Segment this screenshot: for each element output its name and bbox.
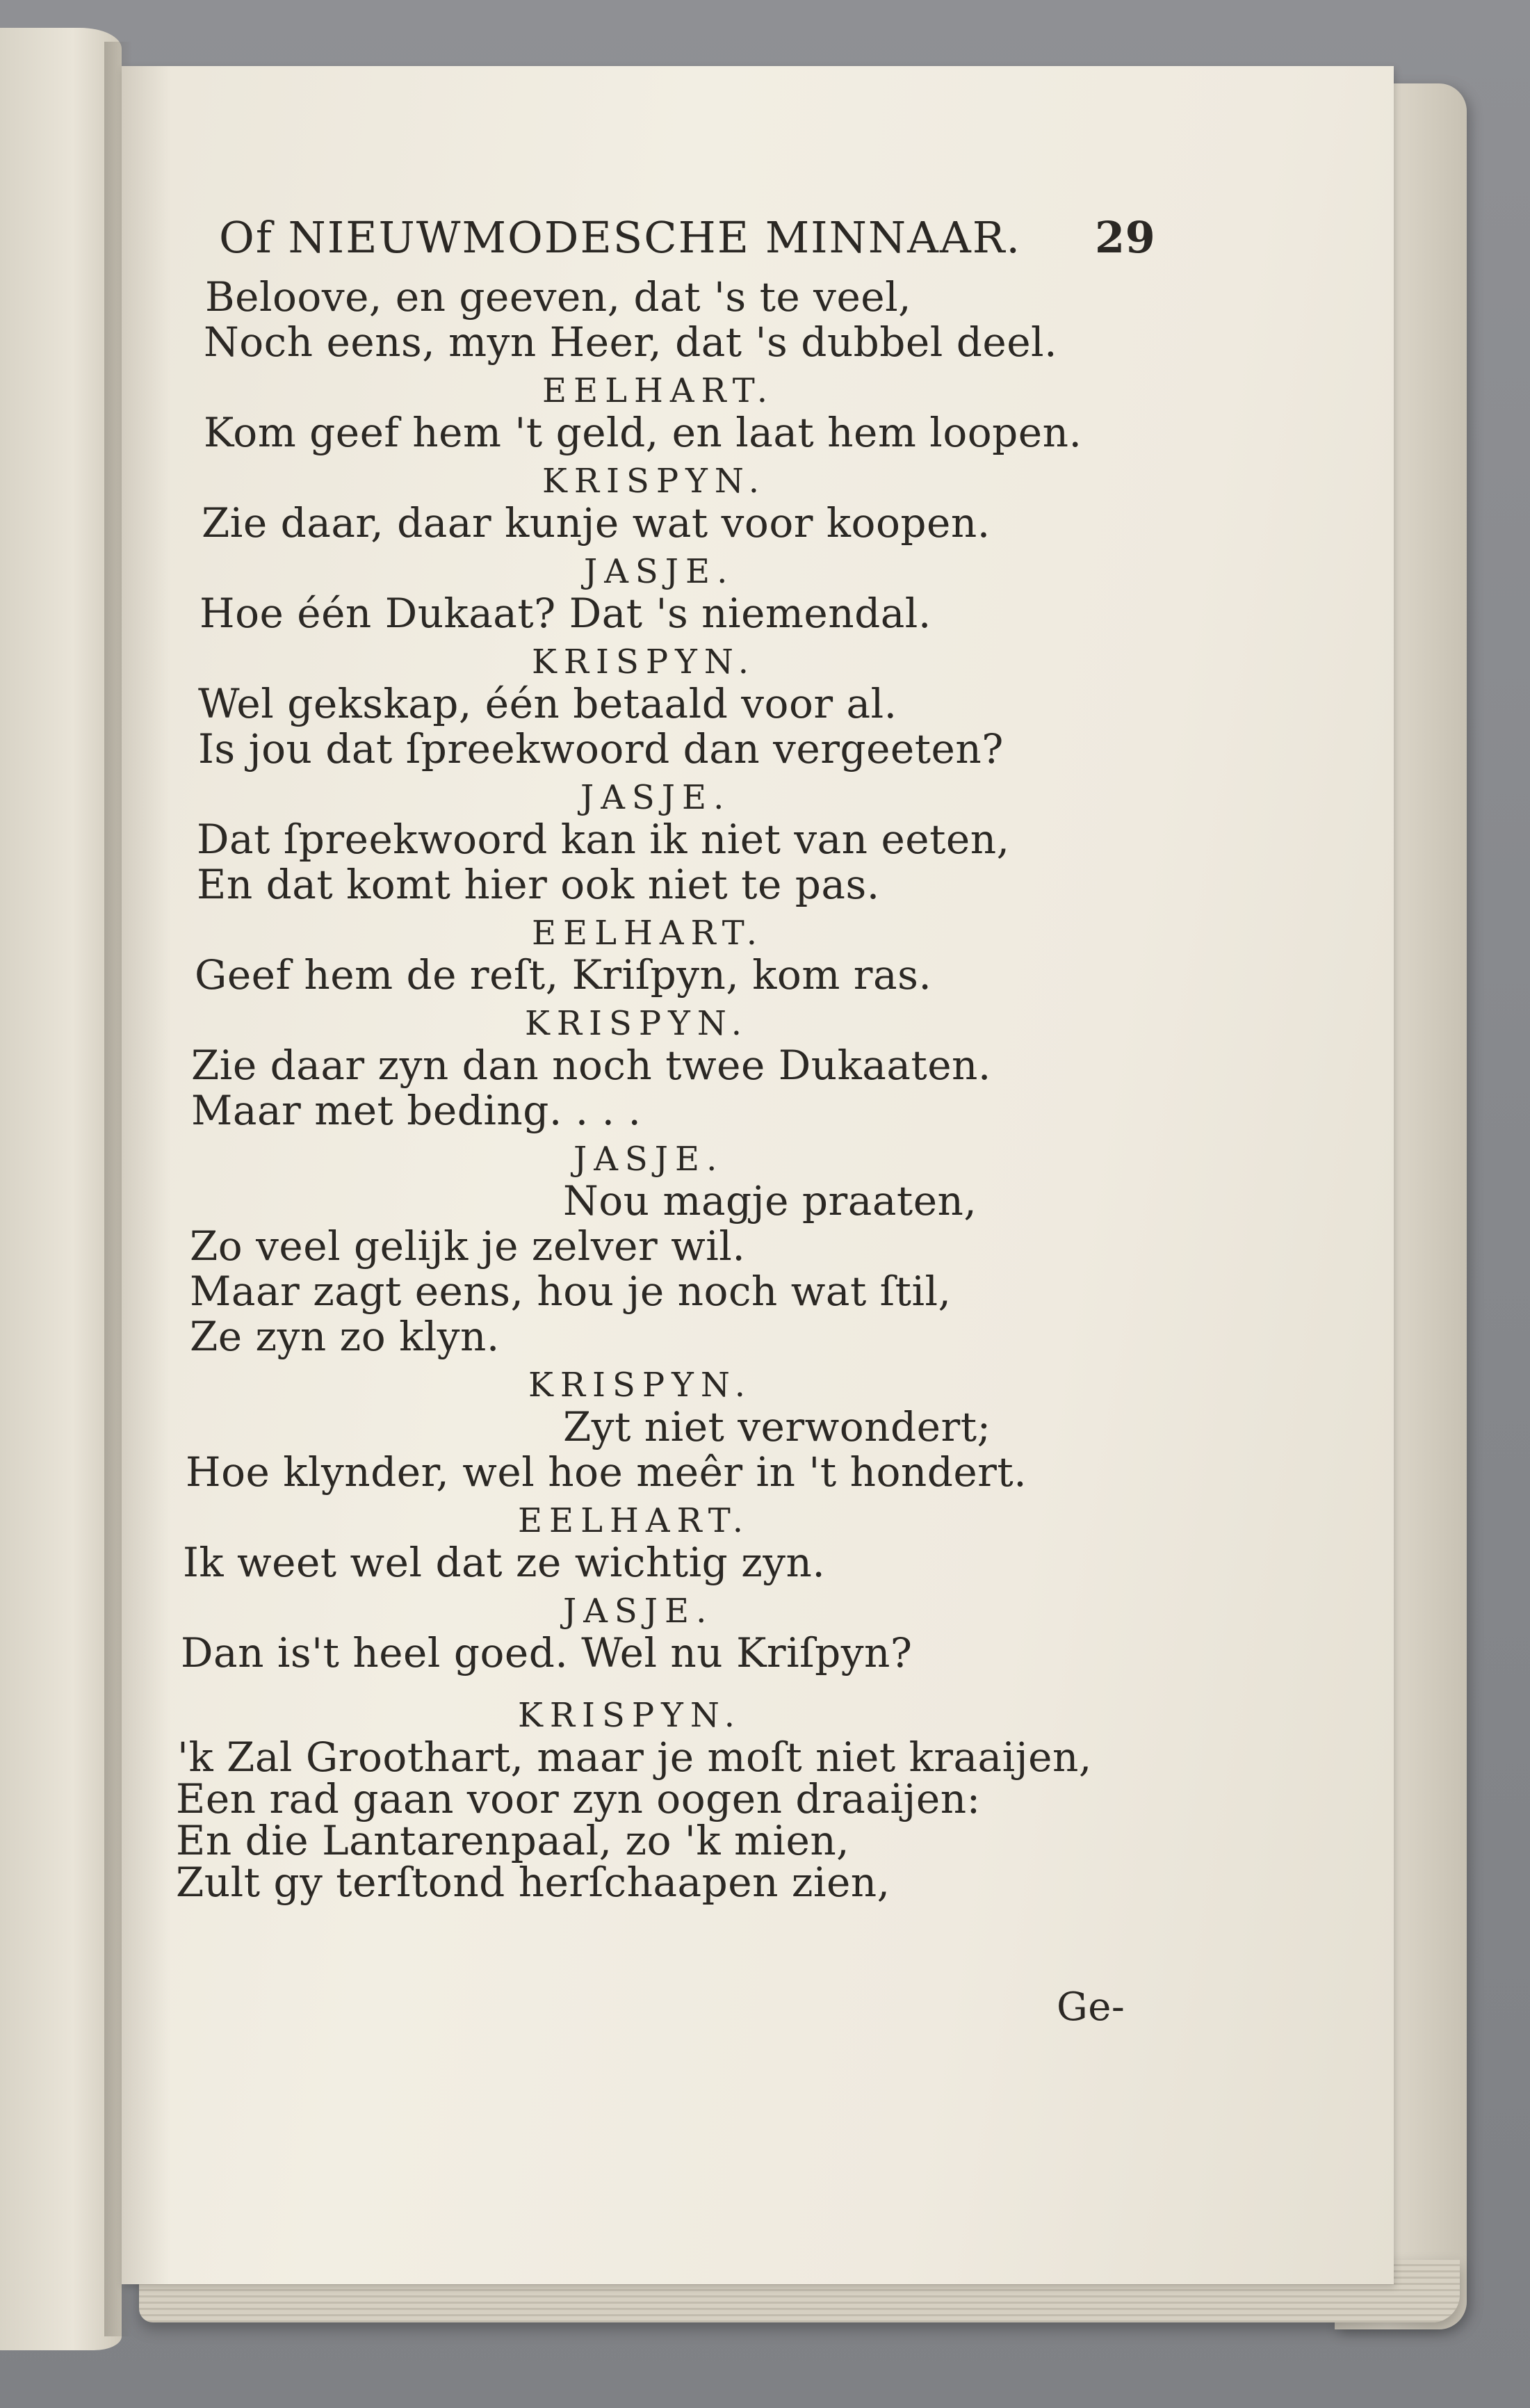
speaker-name: EELHART. [542, 371, 774, 410]
verse-line: Ik weet wel dat ze wichtig zyn. [183, 1539, 826, 1586]
speaker-name: JASJE. [584, 552, 735, 591]
verse-line: Ze zyn zo klyn. [190, 1313, 500, 1360]
verse-line: Zyt niet verwondert; [563, 1403, 991, 1451]
verse-line: Wel gekskap, één betaald voor al. [198, 680, 897, 727]
verse-line: Hoe klynder, wel hoe meêr in 't hondert. [186, 1448, 1027, 1496]
facing-page-edge [0, 28, 122, 2350]
verse-line: Is jou dat ſpreekwoord dan vergeeten? [198, 725, 1004, 773]
speaker-name: KRISPYN. [532, 643, 756, 681]
verse-line: Kom geef hem 't geld, en laat hem loopen. [204, 409, 1082, 456]
verse-line: Maar met beding. . . . [191, 1087, 642, 1134]
verse-line: Zo veel gelijk je zelver wil. [190, 1222, 746, 1270]
speaker-name: EELHART. [532, 914, 764, 953]
speaker-name: KRISPYN. [528, 1366, 753, 1405]
verse-line: Zie daar, daar kunje wat voor koopen. [202, 499, 991, 547]
speaker-name: KRISPYN. [525, 1004, 749, 1043]
verse-line: Hoe één Dukaat? Dat 's niemendal. [200, 590, 931, 637]
verse-line: 'k Zal Groothart, maar je moſt niet kraaijen, [177, 1734, 1092, 1781]
verse-line: Dan is't heel goed. Wel nu Kriſpyn? [181, 1629, 913, 1676]
speaker-name: JASJE. [580, 778, 731, 817]
verse-line: En dat komt hier ook niet te pas. [197, 861, 880, 908]
verse-line: Zie daar zyn dan noch twee Dukaaten. [191, 1042, 991, 1089]
page-number: 29 [1095, 212, 1156, 263]
running-title: Of NIEUWMODESCHE MINNAAR. [219, 212, 1022, 263]
verse-line: Noch eens, myn Heer, dat 's dubbel deel. [204, 318, 1058, 366]
verse-line: Maar zagt eens, hou je noch wat ſtil, [190, 1268, 952, 1315]
verse-line: Geef hem de reſt, Kriſpyn, kom ras. [195, 951, 932, 999]
verse-line: Beloove, en geeven, dat 's te veel, [205, 273, 912, 321]
verse-line: Dat ſpreekwoord kan ik niet van eeten, [197, 816, 1010, 863]
speaker-name: EELHART. [518, 1501, 750, 1540]
speaker-name: JASJE. [563, 1592, 714, 1631]
book-page [122, 66, 1394, 2284]
verse-line: Nou magje praaten, [563, 1177, 977, 1225]
speaker-name: KRISPYN. [518, 1696, 742, 1735]
verse-line: En die Lantarenpaal, zo 'k mien, [176, 1817, 850, 1864]
verse-line: Zult gy terſtond herſchaapen zien, [176, 1859, 890, 1906]
verse-line: Een rad gaan voor zyn oogen draaijen: [176, 1775, 981, 1823]
catchword: Ge- [1057, 1985, 1125, 2030]
speaker-name: JASJE. [573, 1140, 724, 1179]
speaker-name: KRISPYN. [542, 462, 767, 501]
